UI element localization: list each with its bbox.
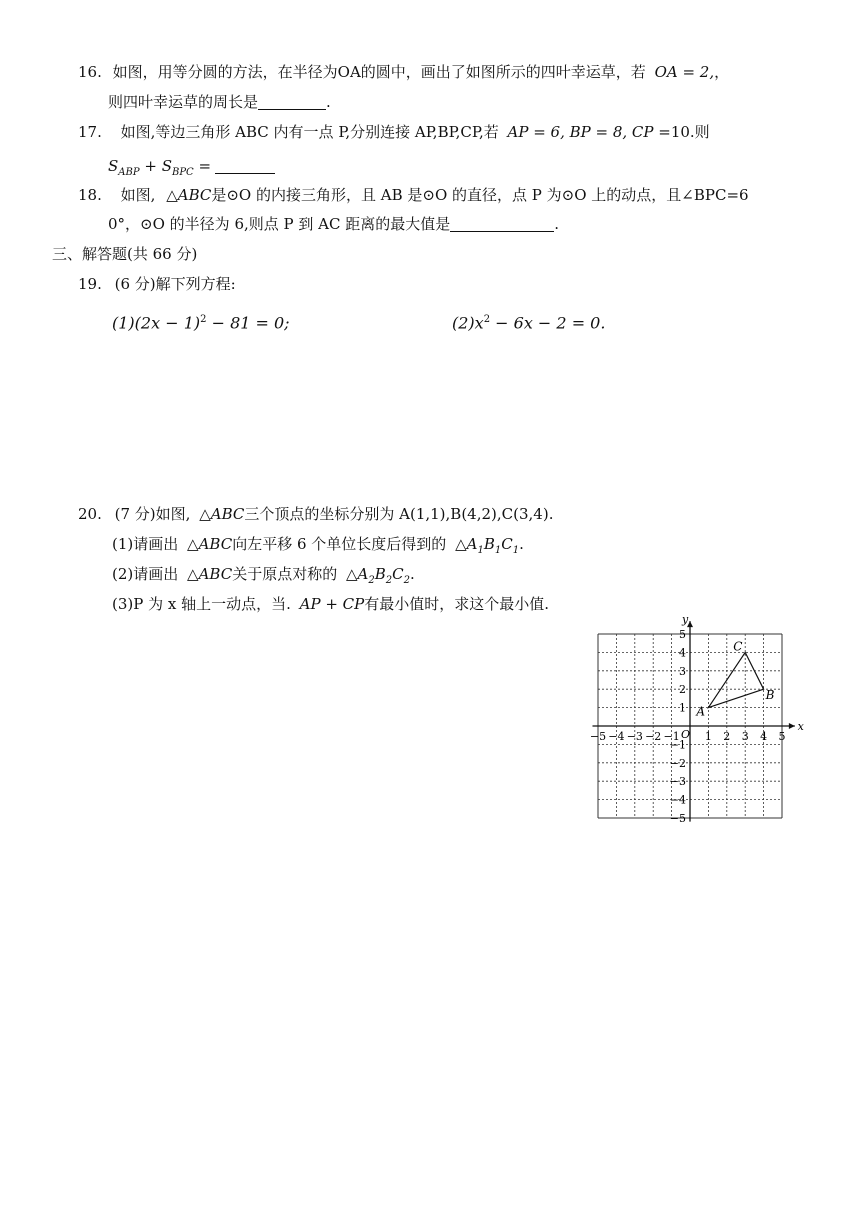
question-17 — [78, 122, 710, 142]
part-text: 有最小值时，求这个最小值. — [364, 595, 550, 613]
subscript: 2 — [385, 575, 393, 586]
punctuation: ， — [714, 63, 730, 81]
question-17-line2 — [108, 156, 275, 183]
question-18-line2 — [108, 214, 559, 234]
answer-blank[interactable] — [258, 93, 326, 110]
section-heading: 三、解答题(共 66 分) — [52, 245, 198, 263]
equation-part: (2)x — [452, 313, 484, 333]
question-text: 如图，用等分圆的方法，在半径为OA的圆中，画出了如图所示的四叶幸运草，若 — [112, 63, 646, 81]
question-18 — [78, 185, 749, 205]
y-tick-label: 5 — [679, 628, 686, 641]
triangle-label — [345, 565, 410, 586]
tri-vertex: C — [392, 565, 404, 583]
y-axis-label: y — [682, 612, 689, 626]
y-tick-label: −3 — [669, 775, 686, 789]
x-tick-label: −2 — [645, 730, 662, 743]
question-text: 三个顶点的坐标分别为 A(1,1),B(4,2),C(3,4). — [244, 505, 554, 523]
subscript: ABP — [118, 167, 140, 178]
superscript: 2 — [483, 314, 491, 325]
math-expression: △ABC — [166, 186, 212, 204]
x-tick-label: 2 — [723, 730, 731, 743]
equation-part: − 81 = 0; — [206, 313, 290, 333]
y-tick-label: −2 — [669, 756, 686, 770]
question-text: 如图,等边三角形 ABC 内有一点 P,分别连接 AP,BP,CP,若 — [120, 123, 499, 141]
tri-vertex: B — [483, 535, 495, 553]
subscript: 1 — [477, 545, 484, 556]
equation-1 — [112, 310, 290, 333]
punctuation: . — [519, 535, 524, 553]
origin-label: O — [681, 728, 691, 741]
question-number: 16. — [78, 63, 102, 81]
question-number: 20. — [78, 505, 102, 523]
math-expression: AP + CP — [299, 595, 365, 613]
question-text: 则四叶幸运草的周长是 — [108, 93, 259, 111]
punctuation: . — [410, 565, 415, 583]
y-tick-label: 3 — [679, 664, 686, 678]
math-expression: △ABC — [199, 505, 245, 523]
superscript: 2 — [200, 314, 207, 325]
area-expression — [108, 157, 212, 178]
subscript: 2 — [403, 575, 410, 586]
equation-part: − 6x − 2 = 0. — [490, 313, 606, 333]
punctuation: . — [554, 215, 560, 233]
punctuation: . — [326, 93, 331, 111]
question-number: 19. — [78, 275, 102, 293]
part-text: (1)请画出 — [112, 535, 179, 553]
y-tick-label: 2 — [679, 683, 686, 697]
plus-sign: + S — [139, 157, 172, 175]
x-tick-label: −1 — [663, 730, 680, 743]
question-19 — [78, 274, 236, 294]
x-axis-label: x — [797, 720, 804, 733]
x-tick-label: 5 — [778, 730, 786, 743]
answer-blank[interactable] — [450, 215, 554, 232]
y-tick-label: 1 — [679, 701, 686, 715]
question-20-part1 — [112, 534, 524, 561]
vertex-label-c: C — [733, 639, 743, 654]
x-tick-label: 3 — [741, 730, 749, 743]
question-number: 17. — [78, 123, 102, 141]
question-text: (6 分)解下列方程: — [114, 275, 236, 293]
equation-part: (1)(2x − 1) — [112, 313, 201, 333]
x-axis-arrow — [789, 723, 795, 729]
x-tick-label: 4 — [760, 730, 768, 743]
x-tick-label: −5 — [589, 730, 607, 743]
subscript: 2 — [368, 575, 375, 586]
triangle-label — [455, 535, 520, 556]
math-expression: OA = 2, — [654, 63, 715, 81]
part-text: (2)请画出 — [112, 565, 179, 583]
equation-2 — [452, 310, 605, 333]
question-20 — [78, 504, 553, 524]
question-16-line2 — [108, 92, 331, 112]
part-text: 向左平移 6 个单位长度后得到的 — [232, 535, 447, 553]
subscript: 1 — [494, 545, 502, 556]
y-tick-label: −5 — [669, 812, 686, 825]
part-text: (3)P 为 x 轴上一动点，当. — [112, 595, 291, 613]
answer-blank[interactable] — [215, 157, 275, 174]
y-tick-label: −4 — [669, 793, 686, 807]
y-tick-label: 4 — [679, 646, 686, 660]
vertex-label-a: A — [696, 704, 706, 719]
area-symbol: S — [108, 157, 119, 175]
vertex-label-b: B — [765, 688, 775, 703]
y-tick-label: −1 — [669, 738, 686, 752]
question-16 — [78, 62, 729, 82]
subscript: BPC — [171, 167, 194, 178]
triangle-abc — [708, 652, 763, 707]
part-text: 关于原点对称的 — [232, 565, 338, 583]
coordinate-grid-figure — [589, 612, 810, 825]
subscript: 1 — [512, 545, 520, 556]
equals-sign: = — [193, 157, 212, 175]
tri-vertex: △A — [345, 565, 369, 583]
math-expression: △ABC — [187, 565, 233, 583]
math-expression: AP = 6, BP = 8, CP = — [507, 123, 671, 141]
x-tick-label: 1 — [704, 730, 712, 743]
tri-vertex: C — [501, 535, 513, 553]
question-20-part3 — [112, 594, 549, 614]
question-text: 如图, — [120, 186, 156, 204]
question-text: 10.则 — [670, 123, 710, 141]
question-number: 18. — [78, 186, 102, 204]
question-20-part2 — [112, 564, 415, 591]
x-tick-label: −4 — [608, 730, 625, 743]
question-text: 0°，⊙O 的半径为 6,则点 P 到 AC 距离的最大值是 — [108, 215, 451, 233]
tri-vertex: △A — [455, 535, 478, 553]
question-text: 是⊙O 的内接三角形，且 AB 是⊙O 的直径，点 P 为⊙O 上的动点，且∠BPC=6 — [211, 186, 749, 204]
x-tick-label: −3 — [626, 730, 643, 743]
question-text: (7 分)如图, — [114, 505, 191, 523]
math-expression: △ABC — [187, 535, 233, 553]
tri-vertex: B — [374, 565, 386, 583]
